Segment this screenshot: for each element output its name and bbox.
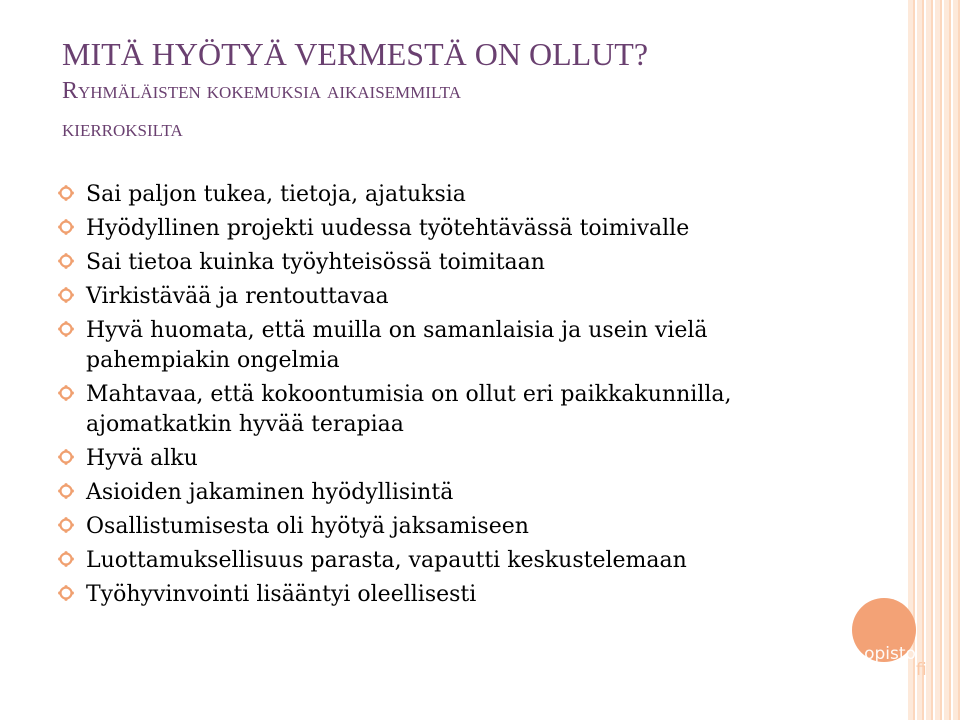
bullet-text: Sai paljon tukea, tietoja, ajatuksia	[86, 182, 466, 207]
bullet-text: Mahtavaa, että kokoontumisia on ollut eri paikkakunnilla, ajomatkatkin hyvää terapiaa	[86, 382, 732, 437]
bullet-item	[58, 512, 838, 542]
decorative-stripes	[908, 0, 960, 720]
bullet-text: Sai tietoa kuinka työyhteisössä toimitaan	[86, 250, 545, 275]
bullet-text: Hyvä alku	[86, 446, 198, 471]
bullet-item	[58, 478, 838, 508]
bullet-item	[58, 316, 838, 376]
ring-bullet-icon	[58, 219, 74, 235]
bullet-text: Osallistumisesta oli hyötyä jaksamiseen	[86, 514, 529, 539]
bullet-text: Asioiden jakaminen hyödyllisintä	[86, 480, 454, 505]
ring-bullet-icon	[58, 287, 74, 303]
bullet-item	[58, 580, 838, 610]
logo-tail: fi	[916, 660, 927, 680]
bullet-text: Työhyvinvointi lisääntyi oleellisesti	[86, 582, 477, 607]
ring-bullet-icon	[58, 385, 74, 401]
bullet-text: Hyödyllinen projekti uudessa työtehtävässä toimivalle	[86, 216, 690, 241]
bullet-item	[58, 180, 838, 210]
bullet-list	[58, 180, 838, 614]
ring-bullet-icon	[58, 253, 74, 269]
bullet-item	[58, 282, 838, 312]
ring-bullet-icon	[58, 551, 74, 567]
bullet-text: Hyvä huomata, että muilla on samanlaisia ja usein vielä pahempiakin ongelmia	[86, 318, 708, 373]
ring-bullet-icon	[58, 321, 74, 337]
opisto-logo	[852, 598, 916, 662]
bullet-item	[58, 444, 838, 474]
ring-bullet-icon	[58, 449, 74, 465]
bullet-text: Luottamuksellisuus parasta, vapautti keskustelemaan	[86, 548, 687, 573]
ring-bullet-icon	[58, 185, 74, 201]
bullet-item	[58, 546, 838, 576]
slide-title: MITÄ HYÖTYÄ VERMESTÄ ON OLLUT?	[62, 36, 649, 72]
bullet-text: Virkistävää ja rentouttavaa	[86, 284, 389, 309]
ring-bullet-icon	[58, 585, 74, 601]
bullet-item	[58, 214, 838, 244]
bullet-item	[58, 380, 838, 440]
slide-subtitle-line2: kierroksilta	[62, 116, 183, 142]
ring-bullet-icon	[58, 483, 74, 499]
ring-bullet-icon	[58, 517, 74, 533]
slide-subtitle-line1: Ryhmäläisten kokemuksia aikaisemmilta	[62, 78, 462, 104]
bullet-item	[58, 248, 838, 278]
logo-text: opisto	[864, 644, 916, 664]
